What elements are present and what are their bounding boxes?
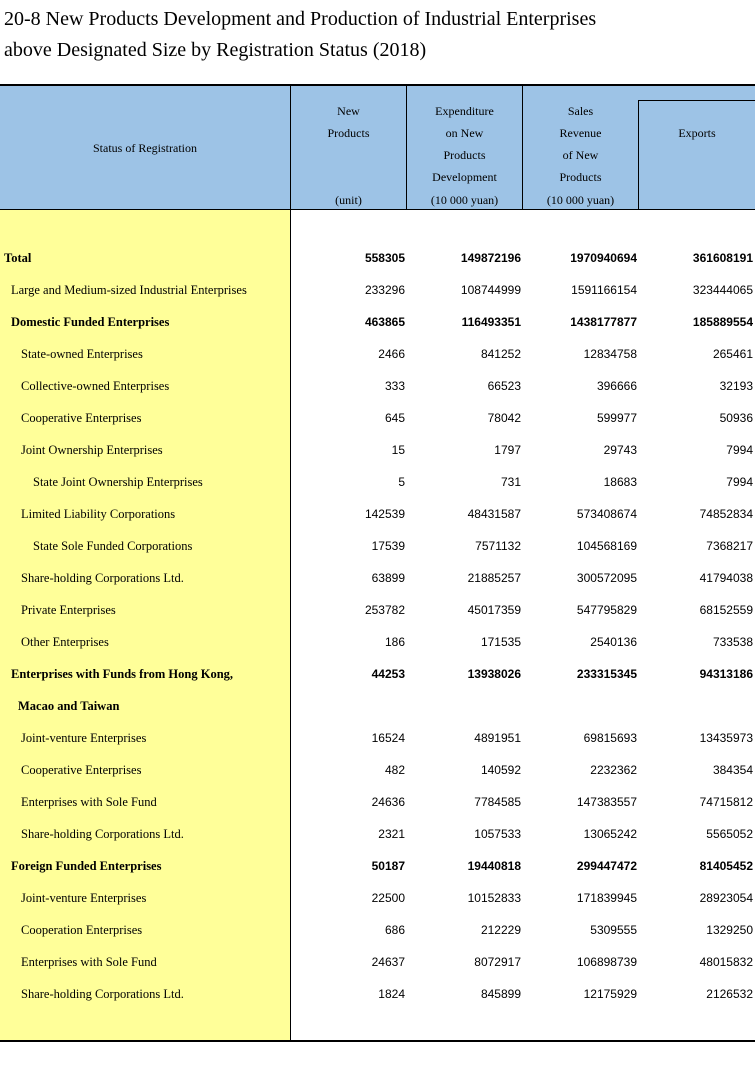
- header-sales-revenue-unit: (10 000 yuan): [546, 193, 615, 207]
- table-row: [0, 338, 755, 370]
- row-value: 13938026: [467, 667, 521, 681]
- row-value: 547795829: [576, 603, 637, 617]
- row-value: 28923054: [699, 891, 753, 905]
- row-value: 94313186: [699, 667, 753, 681]
- table-row: [0, 882, 755, 914]
- table-row: [0, 978, 755, 1010]
- header-expenditure-unit: (10 000 yuan): [430, 193, 499, 207]
- row-label: Limited Liability Corporations: [21, 507, 176, 521]
- row-value: 841252: [480, 347, 521, 361]
- row-value: 5: [398, 475, 405, 489]
- row-label: State Sole Funded Corporations: [33, 539, 193, 553]
- row-value: 645: [384, 411, 405, 425]
- row-value: 10152833: [467, 891, 521, 905]
- row-label: Other Enterprises: [21, 635, 109, 649]
- header-status-of-registration: Status of Registration: [93, 141, 197, 155]
- row-value: 2466: [378, 347, 405, 361]
- row-value: 13065242: [583, 827, 637, 841]
- row-label: Large and Medium-sized Industrial Enterprises: [11, 283, 247, 297]
- row-value: 48015832: [699, 955, 753, 969]
- row-value: 212229: [480, 923, 521, 937]
- row-value: 361608191: [692, 251, 753, 265]
- row-value: 1970940694: [570, 251, 637, 265]
- header-sales-revenue: Sales Revenue of New Products: [559, 104, 602, 184]
- row-value: 463865: [364, 315, 405, 329]
- row-value: 186: [384, 635, 405, 649]
- row-value: 2126532: [706, 987, 753, 1001]
- row-value: 147383557: [576, 795, 637, 809]
- row-value: 66523: [487, 379, 521, 393]
- table-row: [0, 722, 755, 754]
- row-value: 7368217: [706, 539, 753, 553]
- title-line-1: 20-8 New Products Development and Production of Industrial Enterprises: [4, 8, 597, 30]
- row-value: 13435973: [699, 731, 753, 745]
- row-value: 48431587: [467, 507, 521, 521]
- table-row: [0, 466, 755, 498]
- row-value: 300572095: [576, 571, 637, 585]
- row-value: 69815693: [583, 731, 637, 745]
- table-row: [0, 690, 755, 722]
- table-row: [0, 818, 755, 850]
- row-value: 1329250: [706, 923, 753, 937]
- row-label: Domestic Funded Enterprises: [11, 315, 170, 329]
- row-value: 299447472: [576, 859, 637, 873]
- row-value: 7571132: [475, 539, 521, 553]
- header-expenditure: Expenditure on New Products Development: [432, 104, 497, 184]
- row-value: 149872196: [460, 251, 521, 265]
- row-value: 171535: [480, 635, 521, 649]
- row-label: Total: [4, 251, 32, 265]
- row-value: 7994: [726, 475, 753, 489]
- row-value: 12175929: [583, 987, 637, 1001]
- row-value: 1438177877: [570, 315, 637, 329]
- table-row: [0, 850, 755, 882]
- row-label: Private Enterprises: [21, 603, 116, 617]
- row-label: State-owned Enterprises: [21, 347, 143, 361]
- row-value: 384354: [712, 763, 753, 777]
- row-value: 323444065: [692, 283, 753, 297]
- row-value: 22500: [371, 891, 405, 905]
- row-value: 7784585: [474, 795, 521, 809]
- row-label: Enterprises with Sole Fund: [21, 795, 157, 809]
- row-value: 396666: [596, 379, 637, 393]
- header-new-products: New Products: [327, 104, 370, 140]
- row-value: 44253: [371, 667, 405, 681]
- table-row: [0, 626, 755, 658]
- row-value: 733538: [712, 635, 753, 649]
- row-value: 24636: [371, 795, 405, 809]
- row-value: 731: [500, 475, 521, 489]
- row-value: 1591166154: [571, 283, 637, 297]
- row-value: 265461: [712, 347, 753, 361]
- row-value: 106898739: [576, 955, 637, 969]
- row-value: 18683: [603, 475, 637, 489]
- row-value: 1797: [494, 443, 521, 457]
- row-label: Joint-venture Enterprises: [21, 891, 147, 905]
- exports-header-rule: [638, 100, 755, 101]
- table-row: [0, 946, 755, 978]
- row-value: 12834758: [583, 347, 637, 361]
- row-value: 686: [384, 923, 405, 937]
- row-value: 7994: [726, 443, 753, 457]
- table-row: [0, 530, 755, 562]
- row-label: Cooperative Enterprises: [21, 763, 142, 777]
- row-value: 5309555: [590, 923, 637, 937]
- row-value: 2321: [378, 827, 405, 841]
- row-value: 68152559: [699, 603, 753, 617]
- row-value: 253782: [364, 603, 405, 617]
- row-value: 74852834: [699, 507, 753, 521]
- row-label: Joint Ownership Enterprises: [21, 443, 163, 457]
- row-value: 41794038: [699, 571, 753, 585]
- row-value: 50187: [371, 859, 405, 873]
- row-value: 8072917: [474, 955, 521, 969]
- row-value: 142539: [364, 507, 405, 521]
- row-value: 19440818: [467, 859, 521, 873]
- table-row: [0, 242, 755, 274]
- row-value: 558305: [364, 251, 405, 265]
- table-row: [0, 754, 755, 786]
- row-value: 599977: [596, 411, 637, 425]
- row-value: 573408674: [576, 507, 637, 521]
- page-title: [4, 4, 596, 66]
- table-row: [0, 274, 755, 306]
- table-row: [0, 370, 755, 402]
- row-value: 15: [391, 443, 405, 457]
- row-value: 233315345: [576, 667, 637, 681]
- row-value: 63899: [371, 571, 405, 585]
- row-value: 24637: [371, 955, 405, 969]
- table-bottom-rule: [0, 1040, 755, 1042]
- row-value: 2540136: [590, 635, 637, 649]
- row-value: 1824: [378, 987, 405, 1001]
- row-value: 32193: [719, 379, 753, 393]
- row-value: 108744999: [460, 283, 521, 297]
- table-row: [0, 306, 755, 338]
- table-row: [0, 594, 755, 626]
- row-value: 74715812: [699, 795, 753, 809]
- column-divider: [638, 100, 639, 210]
- row-value: 50936: [719, 411, 753, 425]
- row-value: 81405452: [699, 859, 753, 873]
- row-label: Share-holding Corporations Ltd.: [21, 571, 184, 585]
- header-exports: Exports: [678, 126, 716, 140]
- row-value: 5565052: [706, 827, 753, 841]
- row-label: Cooperative Enterprises: [21, 411, 142, 425]
- row-value: 116493351: [461, 315, 521, 329]
- row-value: 29743: [603, 443, 637, 457]
- row-value: 17539: [371, 539, 405, 553]
- row-label: Macao and Taiwan: [18, 699, 120, 713]
- title-line-2: above Designated Size by Registration Status (2018): [4, 39, 427, 61]
- row-value: 185889554: [692, 315, 753, 329]
- row-label: Enterprises with Sole Fund: [21, 955, 157, 969]
- header-new-products-unit: (unit): [335, 193, 362, 207]
- row-label: Enterprises with Funds from Hong Kong,: [11, 667, 234, 681]
- row-value: 78042: [487, 411, 521, 425]
- row-label: State Joint Ownership Enterprises: [33, 475, 203, 489]
- row-label: Foreign Funded Enterprises: [11, 859, 162, 873]
- row-value: 16524: [371, 731, 405, 745]
- table-row: [0, 434, 755, 466]
- row-value: 45017359: [467, 603, 521, 617]
- table-row: [0, 914, 755, 946]
- row-value: 845899: [480, 987, 521, 1001]
- table-row: [0, 658, 755, 690]
- row-value: 482: [384, 763, 405, 777]
- header-bottom-rule: [0, 209, 755, 210]
- row-label: Collective-owned Enterprises: [21, 379, 170, 393]
- table-row: [0, 786, 755, 818]
- table-row: [0, 562, 755, 594]
- row-value: 21885257: [467, 571, 521, 585]
- row-value: 104568169: [576, 539, 637, 553]
- row-value: 140592: [480, 763, 521, 777]
- row-value: 4891951: [474, 731, 521, 745]
- row-value: 171839945: [576, 891, 637, 905]
- row-label: Cooperation Enterprises: [21, 923, 143, 937]
- row-label: Share-holding Corporations Ltd.: [21, 827, 184, 841]
- table-row: [0, 498, 755, 530]
- row-label: Joint-venture Enterprises: [21, 731, 147, 745]
- row-value: 2232362: [590, 763, 637, 777]
- row-value: 233296: [364, 283, 405, 297]
- row-value: 333: [384, 379, 405, 393]
- table-row: [0, 402, 755, 434]
- row-value: 1057533: [474, 827, 521, 841]
- row-label: Share-holding Corporations Ltd.: [21, 987, 184, 1001]
